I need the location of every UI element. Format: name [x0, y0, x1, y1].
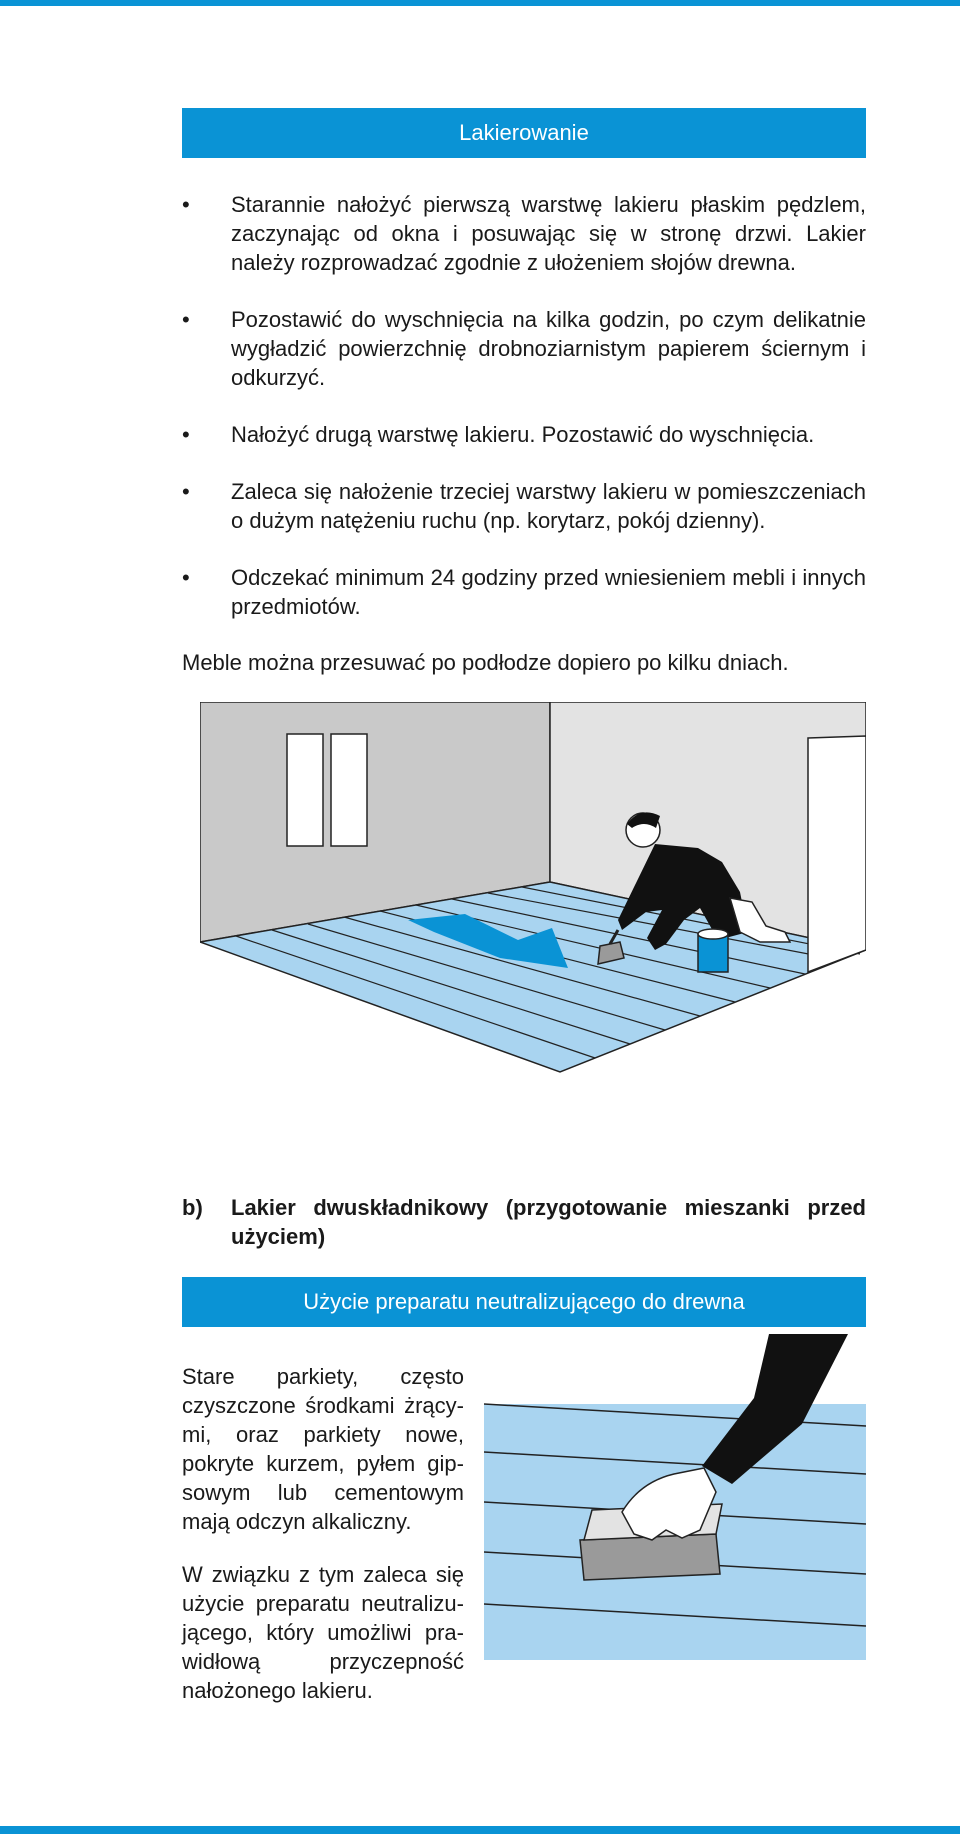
- bullet-dot: •: [182, 479, 190, 504]
- list-item: [182, 477, 866, 535]
- bullet-text: Nałożyć drugą warstwę lakieru. Pozostawić do wyschnięcia.: [231, 422, 815, 447]
- section-b-heading-text: Lakier dwuskładnikowy (przygotowanie mieszanki przed użyciem): [231, 1195, 866, 1249]
- scrubbing-illustration: [484, 1334, 866, 1660]
- bullet-text: Starannie nałożyć pierwszą warstwę lakieru płaskim pędzlem, zaczynając od okna i posuwając się w stronę drzwi. Lakier należy rozprowadzać zgodnie z ułożeniem słojów drewna.: [231, 192, 866, 275]
- bottom-rule: [0, 1826, 960, 1834]
- bullet-dot: •: [182, 422, 190, 447]
- paragraph-alkaline: Stare parkiety, często czyszczone środkami żrącymi, oraz parkiety nowe, pokryte kurzem, pyłem gipsowym lub cementowym mają odczyn alkaliczny.: [182, 1364, 464, 1534]
- list-item: [182, 305, 866, 392]
- bullet-list: [182, 190, 866, 649]
- bullet-text: Zaleca się nałożenie trzeciej warstwy lakieru w pomieszczeniach o dużym natężeniu ruchu (np. korytarz, pokój dzienny).: [231, 479, 866, 533]
- list-item: [182, 420, 866, 449]
- bullet-text: Pozostawić do wyschnięcia na kilka godzin, po czym delikatnie wygładzić powierzchnię drobnoziarnistym papierem ściernym i odkurzyć.: [231, 307, 866, 390]
- section-header-lakierowanie: [182, 108, 866, 158]
- varnishing-illustration: [200, 702, 866, 1077]
- furniture-note: Meble można przesuwać po podłodze dopiero po kilku dniach.: [182, 650, 789, 675]
- list-item: [182, 563, 866, 621]
- section-b-heading: [182, 1193, 866, 1251]
- bullet-dot: •: [182, 192, 190, 217]
- section-header-neutralizer: [182, 1277, 866, 1327]
- top-rule: [0, 0, 960, 6]
- section-title: Lakierowanie: [459, 120, 589, 145]
- bullet-dot: •: [182, 565, 190, 590]
- list-item: [182, 190, 866, 277]
- section-b-marker: b): [182, 1195, 203, 1220]
- section-title: Użycie preparatu neutralizującego do drewna: [303, 1289, 745, 1314]
- paragraph-recommendation: W związku z tym zaleca się użycie preparatu neutralizującego, który umożliwi prawidłową przyczepność nałożonego lakieru.: [182, 1562, 464, 1703]
- bullet-text: Odczekać minimum 24 godziny przed wniesieniem mebli i innych przedmiotów.: [231, 565, 866, 619]
- bullet-dot: •: [182, 307, 190, 332]
